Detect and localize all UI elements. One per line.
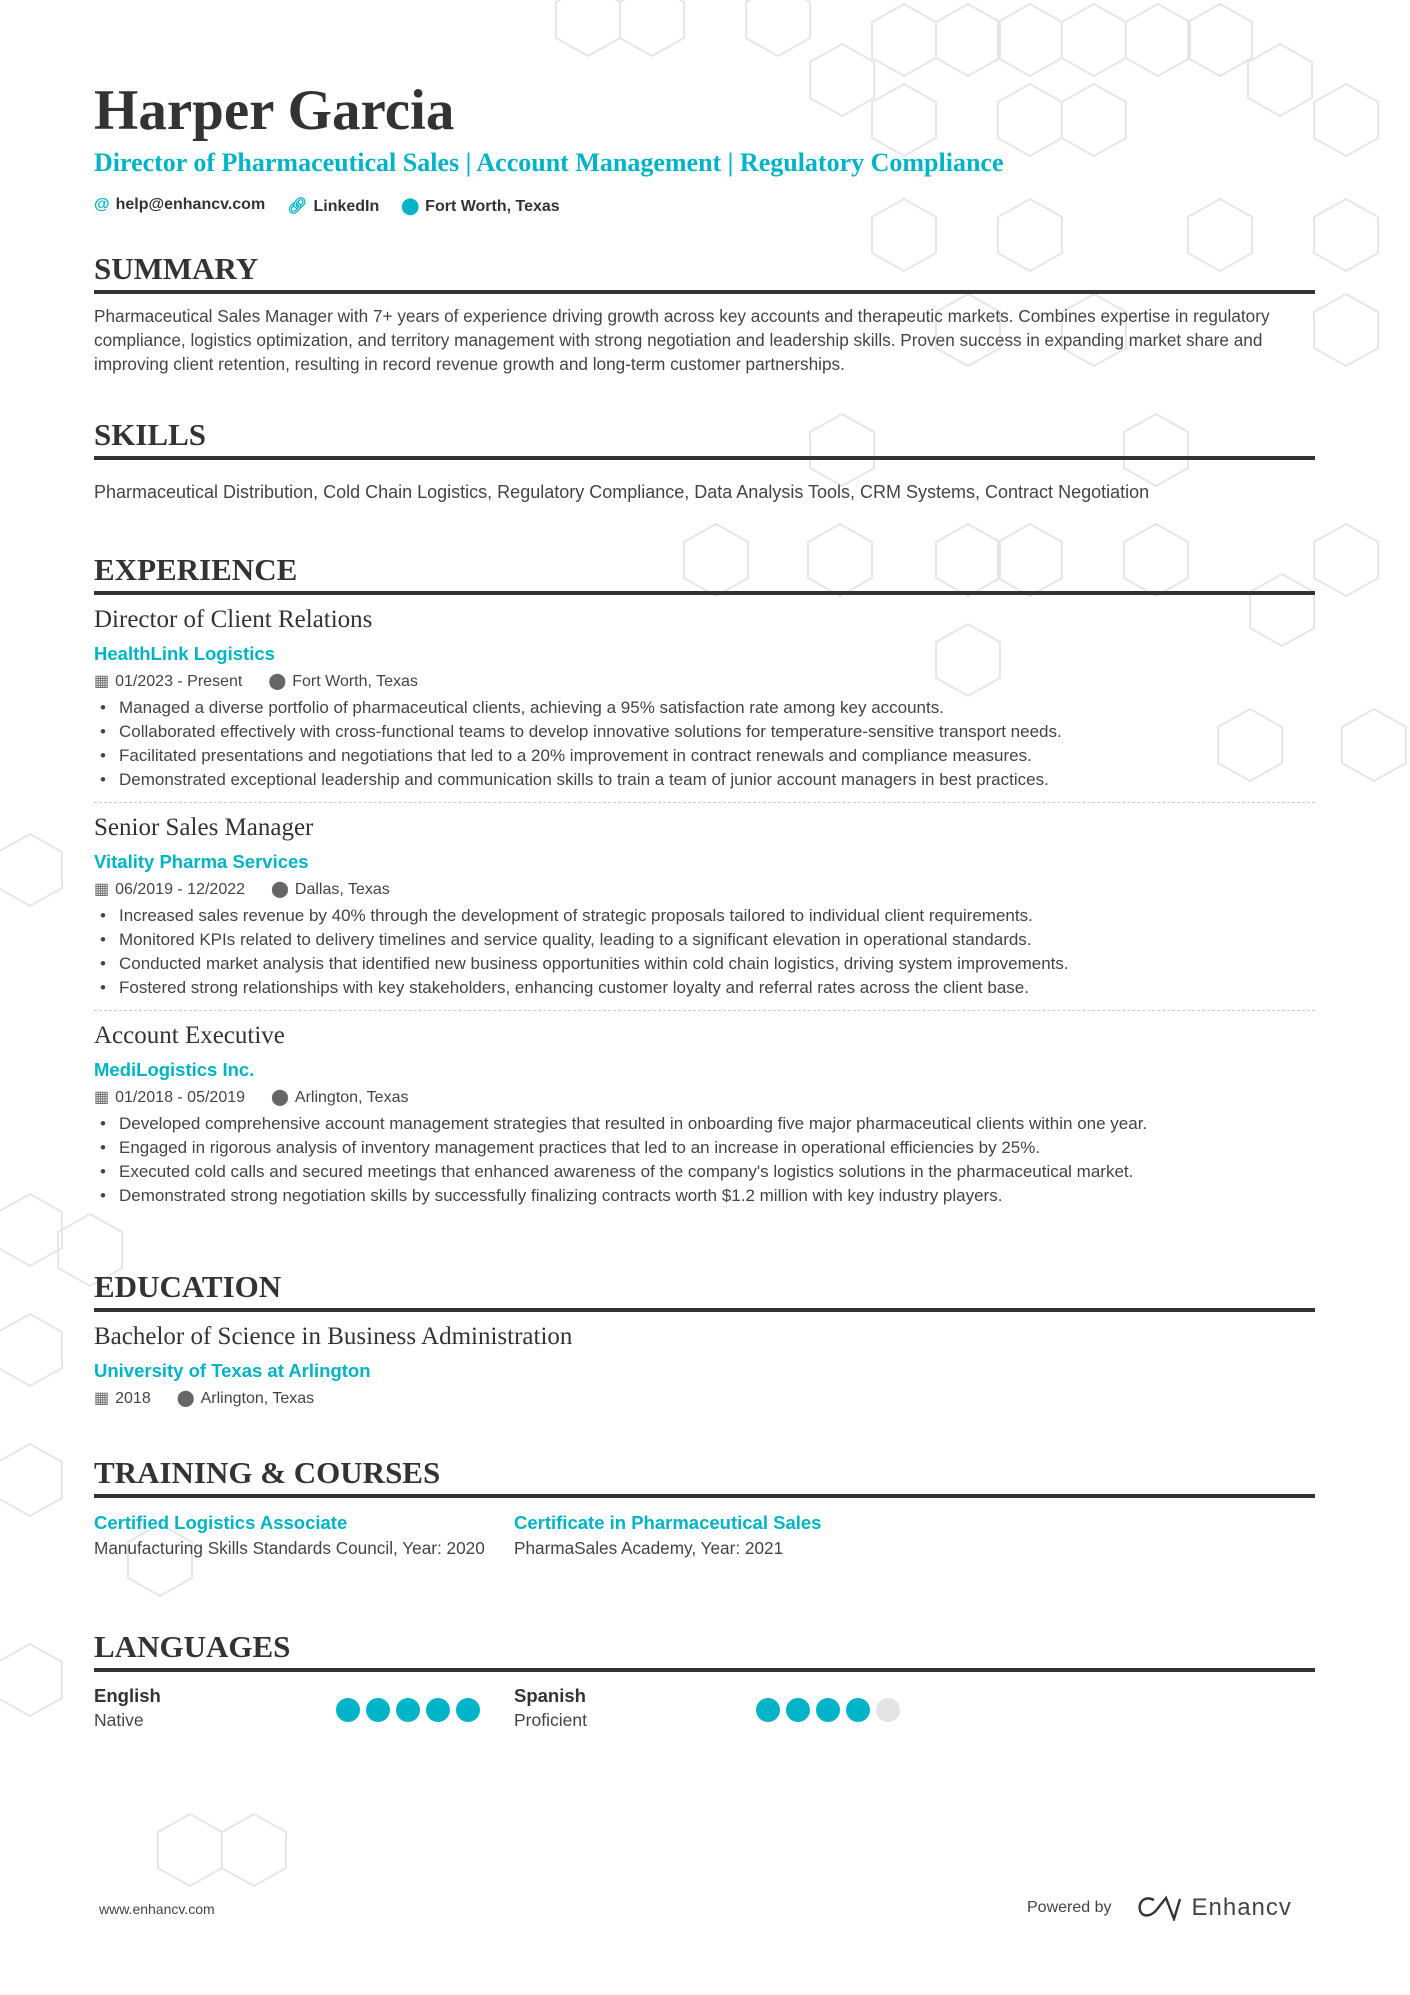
- job-meta: ▦ 06/2019 - 12/2022 ⬤ Dallas, Texas: [94, 881, 390, 899]
- proficiency-dot: [756, 1698, 780, 1722]
- calendar-icon: ▦: [94, 1390, 110, 1408]
- footer-url[interactable]: www.enhancv.com: [99, 1901, 215, 1917]
- bullet-list: [94, 904, 1315, 1000]
- bullet-item: • Developed comprehensive account management strategies that resulted in onboarding five major pharmaceutical clients within one year.: [94, 1112, 1315, 1136]
- hexagon-shape: [998, 84, 1062, 156]
- school: University of Texas at Arlington: [94, 1360, 371, 1382]
- proficiency-dot: [816, 1698, 840, 1722]
- proficiency-dot: [846, 1698, 870, 1722]
- powered-by: Powered by Enhancv: [1027, 1894, 1292, 1921]
- hexagon-shape: [1314, 84, 1378, 156]
- experience-section: [94, 553, 1315, 1208]
- contact-info: [94, 196, 560, 216]
- hexagon-shape: [872, 84, 936, 156]
- contact-email[interactable]: @ help@enhancv.com: [94, 196, 266, 213]
- hexagon-shape: [936, 4, 1000, 76]
- proficiency-dot: [396, 1698, 420, 1722]
- hexagon-shape: [0, 834, 62, 906]
- job-meta: ▦ 01/2023 - Present ⬤ Fort Worth, Texas: [94, 673, 418, 691]
- calendar-icon: ▦: [94, 673, 110, 691]
- hexagon-shape: [0, 1444, 62, 1516]
- link-icon: 🔗︎: [287, 198, 308, 215]
- hexagon-shape: [810, 44, 874, 116]
- calendar-icon: ▦: [94, 1089, 110, 1107]
- training-section: [94, 1456, 1315, 1560]
- hexagon-shape: [1248, 44, 1312, 116]
- skills-text: Pharmaceutical Distribution, Cold Chain Logistics, Regulatory Compliance, Data Analysis Tools, CRM Systems, Contract Negotiation: [94, 482, 1150, 503]
- language-name: Spanish: [514, 1685, 586, 1707]
- divider: [94, 802, 1315, 803]
- proficiency-dot: [426, 1698, 450, 1722]
- section-title: SKILLS: [94, 418, 1315, 460]
- bullet-item: • Monitored KPIs related to delivery timelines and service quality, leading to a significant elevation in operational standards.: [94, 928, 1315, 952]
- proficiency-dot: [786, 1698, 810, 1722]
- course-detail: PharmaSales Academy, Year: 2021: [514, 1538, 784, 1559]
- job-title: Senior Sales Manager: [94, 814, 314, 842]
- location-icon: ⬤: [176, 1390, 195, 1408]
- education-meta: ▦ 2018 ⬤ Arlington, Texas: [94, 1390, 315, 1408]
- proficiency-dot: [336, 1698, 360, 1722]
- hexagon-shape: [1314, 199, 1378, 271]
- bullet-item: • Fostered strong relationships with key stakeholders, enhancing customer loyalty and referral rates across the client base.: [94, 976, 1315, 1000]
- bullet-list: [94, 696, 1315, 792]
- hexagon-shape: [556, 0, 620, 56]
- proficiency-dots: [336, 1698, 480, 1732]
- proficiency-dot: [366, 1698, 390, 1722]
- enhancv-logo: Enhancv: [1136, 1894, 1292, 1922]
- language-level: Proficient: [514, 1710, 587, 1731]
- company-name: HealthLink Logistics: [94, 643, 275, 665]
- summary-section: [94, 252, 1315, 376]
- company-name: MediLogistics Inc.: [94, 1059, 255, 1081]
- bullet-item: • Managed a diverse portfolio of pharmaceutical clients, achieving a 95% satisfaction rate among key accounts.: [94, 696, 1315, 720]
- section-title: EXPERIENCE: [94, 553, 1315, 595]
- section-title: EDUCATION: [94, 1270, 1315, 1312]
- course-detail: Manufacturing Skills Standards Council, Year: 2020: [94, 1538, 485, 1559]
- section-title: SUMMARY: [94, 252, 1315, 294]
- languages-section: [94, 1630, 1315, 1732]
- course-title: Certified Logistics Associate: [94, 1512, 348, 1534]
- bullet-item: • Facilitated presentations and negotiations that led to a 20% improvement in contract renewals and compliance measures.: [94, 744, 1315, 768]
- hexagon-shape: [1126, 4, 1190, 76]
- hexagon-shape: [0, 1194, 62, 1266]
- hexagon-shape: [222, 1814, 286, 1886]
- bullet-item: • Increased sales revenue by 40% through the development of strategic proposals tailored to individual client requirements.: [94, 904, 1315, 928]
- training-item: [514, 1510, 934, 1560]
- hexagon-shape: [1342, 709, 1406, 781]
- bullet-item: • Conducted market analysis that identified new business opportunities within cold chain logistics, driving system improvements.: [94, 952, 1315, 976]
- proficiency-dot: [876, 1698, 900, 1722]
- language-name: English: [94, 1685, 161, 1707]
- bullet-item: • Executed cold calls and secured meetings that enhanced awareness of the company's logistics solutions in the pharmaceutical market.: [94, 1160, 1315, 1184]
- location-icon: ⬤: [271, 1089, 289, 1107]
- section-title: LANGUAGES: [94, 1630, 1315, 1672]
- hexagon-shape: [0, 1314, 62, 1386]
- experience-entry: [94, 1021, 1315, 1208]
- education-section: [94, 1270, 1315, 1410]
- hexagon-shape: [1314, 524, 1378, 596]
- bullet-item: • Collaborated effectively with cross-functional teams to develop innovative solutions for temperature-sensitive transport needs.: [94, 720, 1315, 744]
- candidate-name: Harper Garcia: [94, 79, 455, 142]
- proficiency-dots: [756, 1698, 900, 1732]
- headline: Director of Pharmaceutical Sales | Account Management | Regulatory Compliance: [94, 148, 1004, 177]
- hexagon-shape: [998, 4, 1062, 76]
- enhancv-logo-icon: [1136, 1895, 1182, 1921]
- hexagon-shape: [0, 1644, 62, 1716]
- hexagon-shape: [872, 4, 936, 76]
- language-item: [514, 1684, 934, 1732]
- bullet-item: • Demonstrated exceptional leadership and communication skills to train a team of junior account managers in best practices.: [94, 768, 1315, 792]
- job-title: Account Executive: [94, 1022, 285, 1050]
- location-icon: ⬤: [401, 198, 420, 215]
- training-item: [94, 1510, 514, 1560]
- section-title: TRAINING & COURSES: [94, 1456, 1315, 1498]
- degree: Bachelor of Science in Business Administration: [94, 1323, 573, 1351]
- job-meta: ▦ 01/2018 - 05/2019 ⬤ Arlington, Texas: [94, 1089, 409, 1107]
- skills-section: [94, 418, 1315, 504]
- hexagon-shape: [158, 1814, 222, 1886]
- bullet-item: • Engaged in rigorous analysis of inventory management practices that led to an increase in operational efficiencies by 25%.: [94, 1136, 1315, 1160]
- at-icon: @: [94, 196, 110, 213]
- proficiency-dot: [456, 1698, 480, 1722]
- company-name: Vitality Pharma Services: [94, 851, 309, 873]
- hexagon-shape: [1062, 84, 1126, 156]
- course-title: Certificate in Pharmaceutical Sales: [514, 1512, 822, 1534]
- job-title: Director of Client Relations: [94, 606, 373, 634]
- contact-linkedin[interactable]: 🔗︎ LinkedIn: [287, 198, 380, 215]
- hexagon-shape: [1062, 4, 1126, 76]
- hexagon-shape: [620, 0, 684, 56]
- language-item: [94, 1684, 514, 1732]
- hexagon-shape: [746, 0, 810, 56]
- experience-entry: [94, 605, 1315, 803]
- divider: [94, 1010, 1315, 1011]
- hexagon-shape: [1188, 4, 1252, 76]
- hexagon-shape: [1314, 294, 1378, 366]
- experience-entry: [94, 813, 1315, 1011]
- bullet-item: • Demonstrated strong negotiation skills by successfully finalizing contracts worth $1.2 million with key industry players.: [94, 1184, 1315, 1208]
- location-icon: ⬤: [271, 881, 289, 899]
- calendar-icon: ▦: [94, 881, 110, 899]
- contact-location: ⬤ Fort Worth, Texas: [401, 198, 560, 215]
- location-icon: ⬤: [268, 673, 287, 691]
- bullet-list: [94, 1112, 1315, 1208]
- summary-text: Pharmaceutical Sales Manager with 7+ years of experience driving growth across key accounts and therapeutic markets. Combines expertise in regulatory compliance, logistics optimization, and territory management with strong negotiation and leadership skills. Proven success in expanding market share and improving client retention, resulting in record revenue growth and long-term customer partnerships.: [94, 306, 1270, 375]
- language-level: Native: [94, 1710, 144, 1731]
